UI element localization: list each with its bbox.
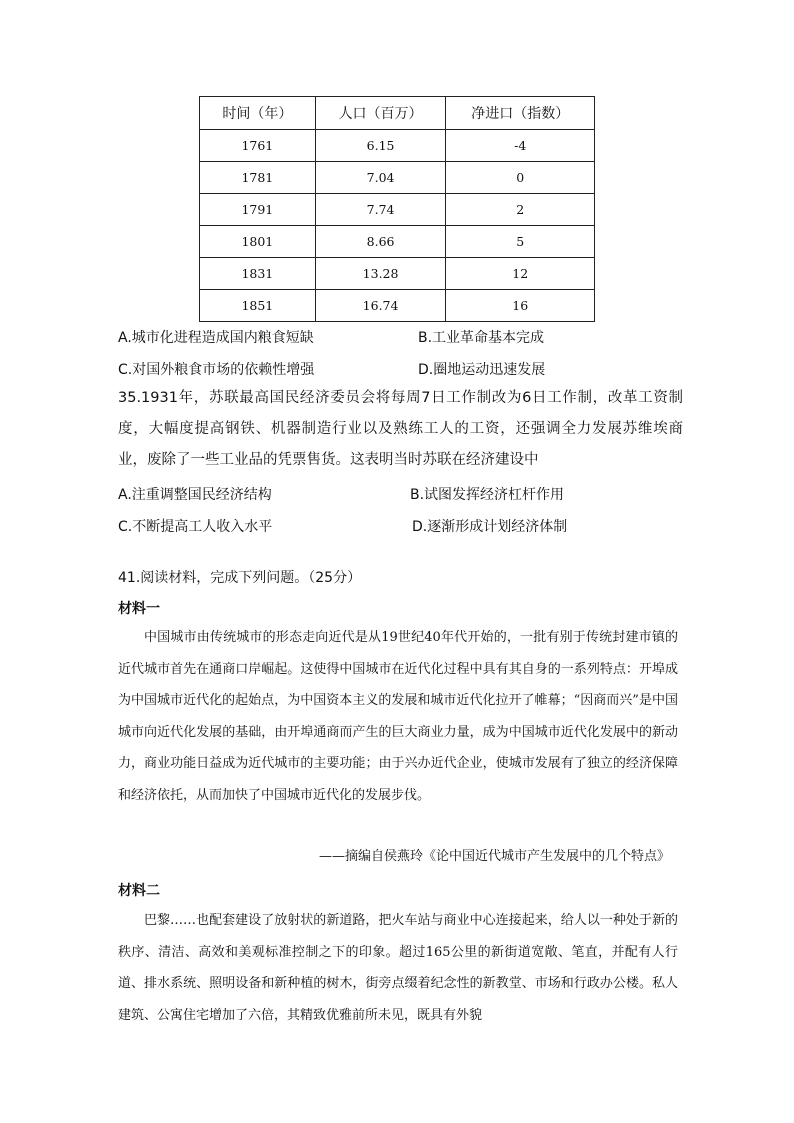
header-year: 时间（年） bbox=[200, 97, 316, 130]
q34-option-b[interactable]: B.工业革命基本完成 bbox=[418, 330, 545, 346]
cell-population: 7.04 bbox=[315, 162, 446, 194]
cell-net-import: 2 bbox=[446, 194, 595, 226]
q35-stem: 35.1931年，苏联最高国民经济委员会将每周7日工作制改为6日工作制，改革工资制度，大幅度提高钢铁、机器制造行业以及熟练工人的工资，还强调全力发展苏维埃商业，废除了一些工业品的凭票售货。这表明当时苏联在经济建设中 bbox=[118, 390, 683, 468]
q34-option-d[interactable]: D.圈地运动迅速发展 bbox=[418, 362, 546, 378]
cell-net-import: 5 bbox=[446, 226, 595, 258]
table-row bbox=[200, 226, 595, 258]
cell-year: 1791 bbox=[200, 194, 316, 226]
header-population: 人口（百万） bbox=[315, 97, 446, 130]
material2-text: 巴黎……也配套建设了放射状的新道路，把火车站与商业中心连接起来，给人以一种处于新的秩序、清洁、高效和美观标准控制之下的印象。超过165公里的新街道宽敞、笔直，并配有人行道、排水系统、照明设备和新种植的树木，街旁点缀着纪念性的新教堂、市场和行政办公楼。私人建筑、公寓住宅增加了六倍，其精致优雅前所未见，既具有外貌 bbox=[118, 913, 678, 1023]
cell-year: 1851 bbox=[200, 290, 316, 322]
q35-option-c[interactable]: C.不断提高工人收入水平 bbox=[118, 519, 273, 535]
cell-net-import: -4 bbox=[446, 130, 595, 162]
cell-year: 1781 bbox=[200, 162, 316, 194]
cell-year: 1831 bbox=[200, 258, 316, 290]
cell-net-import: 16 bbox=[446, 290, 595, 322]
population-import-table bbox=[199, 96, 595, 322]
cell-population: 7.74 bbox=[315, 194, 446, 226]
material1-text: 中国城市由传统城市的形态走向近代是从19世纪40年代开始的，一批有别于传统封建市镇的近代城市首先在通商口岸崛起。这使得中国城市在近代化过程中具有其自身的一系列特点：开埠成为中国城市近代化的起始点，为中国资本主义的发展和城市近代化拉开了帷幕；“因商而兴”是中国城市向近代化发展的基础，由开埠通商而产生的巨大商业力量，成为中国城市近代化发展中的新动力，商业功能日益成为近代城市的主要功能；由于兴办近代企业，使城市发展有了独立的经济保障和经济依托，从而加快了中国城市近代化的发展步伐。 bbox=[118, 630, 678, 803]
q35-option-d[interactable]: D.逐渐形成计划经济体制 bbox=[412, 519, 568, 535]
cell-population: 6.15 bbox=[315, 130, 446, 162]
material1-label: 材料一 bbox=[118, 601, 160, 617]
q34-option-c[interactable]: C.对国外粮食市场的依赖性增强 bbox=[118, 362, 315, 378]
cell-population: 16.74 bbox=[315, 290, 446, 322]
table-row bbox=[200, 290, 595, 322]
table-row bbox=[200, 194, 595, 226]
cell-population: 8.66 bbox=[315, 226, 446, 258]
material1-source: ——摘编自侯燕玲《论中国近代城市产生发展中的几个特点》 bbox=[318, 849, 670, 864]
cell-year: 1761 bbox=[200, 130, 316, 162]
table-row bbox=[200, 162, 595, 194]
header-net-import: 净进口（指数） bbox=[446, 97, 595, 130]
table-row bbox=[200, 258, 595, 290]
q34-option-a[interactable]: A.城市化进程造成国内粮食短缺 bbox=[118, 330, 314, 346]
material2-label: 材料二 bbox=[118, 883, 160, 899]
q35-option-a[interactable]: A.注重调整国民经济结构 bbox=[118, 487, 272, 503]
cell-population: 13.28 bbox=[315, 258, 446, 290]
cell-net-import: 0 bbox=[446, 162, 595, 194]
q35-option-b[interactable]: B.试图发挥经济杠杆作用 bbox=[410, 487, 565, 503]
q41-stem: 41.阅读材料，完成下列问题。（25分） bbox=[118, 570, 362, 586]
cell-net-import: 12 bbox=[446, 258, 595, 290]
cell-year: 1801 bbox=[200, 226, 316, 258]
table-row bbox=[200, 130, 595, 162]
table-header-row bbox=[200, 97, 595, 130]
